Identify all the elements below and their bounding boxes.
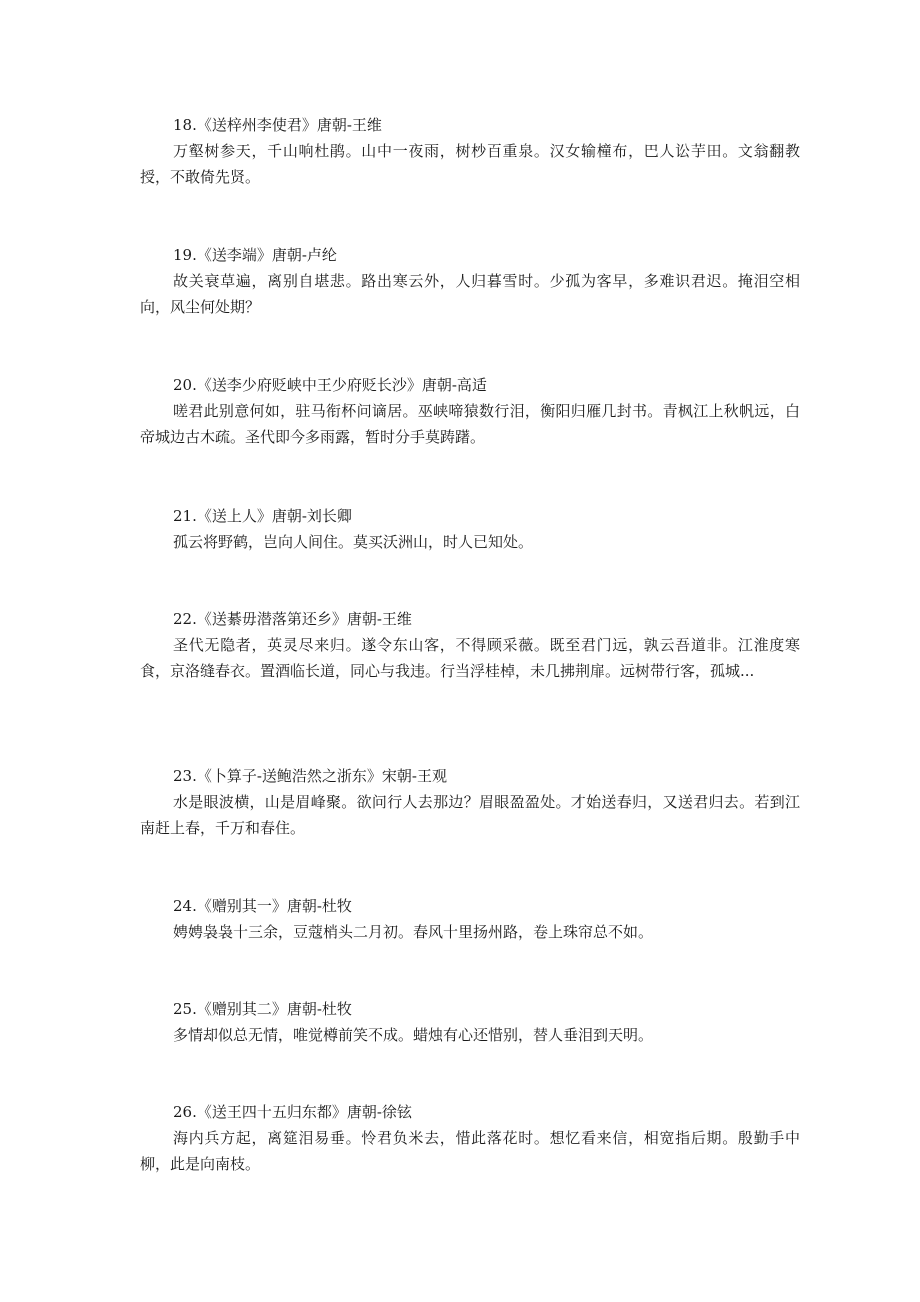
poem-entry-18 bbox=[140, 112, 800, 190]
poem-entry-24 bbox=[140, 893, 800, 945]
poem-title: 19.《送李端》唐朝-卢纶 bbox=[173, 246, 337, 264]
poem-text: 故关衰草遍，离别自堪悲。路出寒云外，人归暮雪时。少孤为客早，多难识君迟。掩泪空相向，风尘何处期？ bbox=[140, 272, 800, 316]
poem-text: 娉娉袅袅十三余，豆蔻梢头二月初。春风十里扬州路，卷上珠帘总不如。 bbox=[173, 923, 654, 941]
poem-text: 多情却似总无情，唯觉樽前笑不成。蜡烛有心还惜别，替人垂泪到天明。 bbox=[173, 1026, 654, 1044]
poem-text: 海内兵方起，离筵泪易垂。怜君负米去，惜此落花时。想忆看来信，相宽指后期。殷勤手中柳，此是向南枝。 bbox=[140, 1129, 800, 1173]
poem-text: 孤云将野鹤，岂向人间住。莫买沃洲山，时人已知处。 bbox=[173, 533, 534, 551]
poem-text: 万壑树参天，千山响杜鹃。山中一夜雨，树杪百重泉。汉女输橦布，巴人讼芋田。文翁翻教授，不敢倚先贤。 bbox=[140, 142, 800, 186]
poem-title: 21.《送上人》唐朝-刘长卿 bbox=[173, 507, 352, 525]
poem-title: 26.《送王四十五归东都》唐朝-徐铉 bbox=[173, 1103, 412, 1121]
poem-entry-25 bbox=[140, 996, 800, 1048]
poem-title: 24.《赠别其一》唐朝-杜牧 bbox=[173, 897, 352, 915]
poem-entry-23 bbox=[140, 763, 800, 841]
poem-title: 25.《赠别其二》唐朝-杜牧 bbox=[173, 1000, 352, 1018]
poem-text: 水是眼波横，山是眉峰聚。欲问行人去那边？眉眼盈盈处。才始送春归，又送君归去。若到江南赶上春，千万和春住。 bbox=[140, 793, 800, 837]
poem-entry-20 bbox=[140, 372, 800, 450]
poem-title: 18.《送梓州李使君》唐朝-王维 bbox=[173, 116, 382, 134]
poem-title: 23.《卜算子-送鲍浩然之浙东》宋朝-王观 bbox=[173, 767, 447, 785]
poem-title: 20.《送李少府贬峡中王少府贬长沙》唐朝-高适 bbox=[173, 376, 487, 394]
poem-text: 圣代无隐者，英灵尽来归。遂令东山客，不得顾采薇。既至君门远，孰云吾道非。江淮度寒食，京洛缝春衣。置酒临长道，同心与我违。行当浮桂棹，未几拂荆扉。远树带行客，孤城... bbox=[140, 636, 800, 680]
poem-entry-21 bbox=[140, 503, 800, 555]
poem-entry-26 bbox=[140, 1099, 800, 1177]
poem-title: 22.《送綦毋潜落第还乡》唐朝-王维 bbox=[173, 610, 412, 628]
poem-text: 嗟君此别意何如，驻马衔杯问谪居。巫峡啼猿数行泪，衡阳归雁几封书。青枫江上秋帆远，白帝城边古木疏。圣代即今多雨露，暂时分手莫踌躇。 bbox=[140, 402, 800, 446]
poem-entry-19 bbox=[140, 242, 800, 320]
poem-entry-22 bbox=[140, 606, 800, 684]
